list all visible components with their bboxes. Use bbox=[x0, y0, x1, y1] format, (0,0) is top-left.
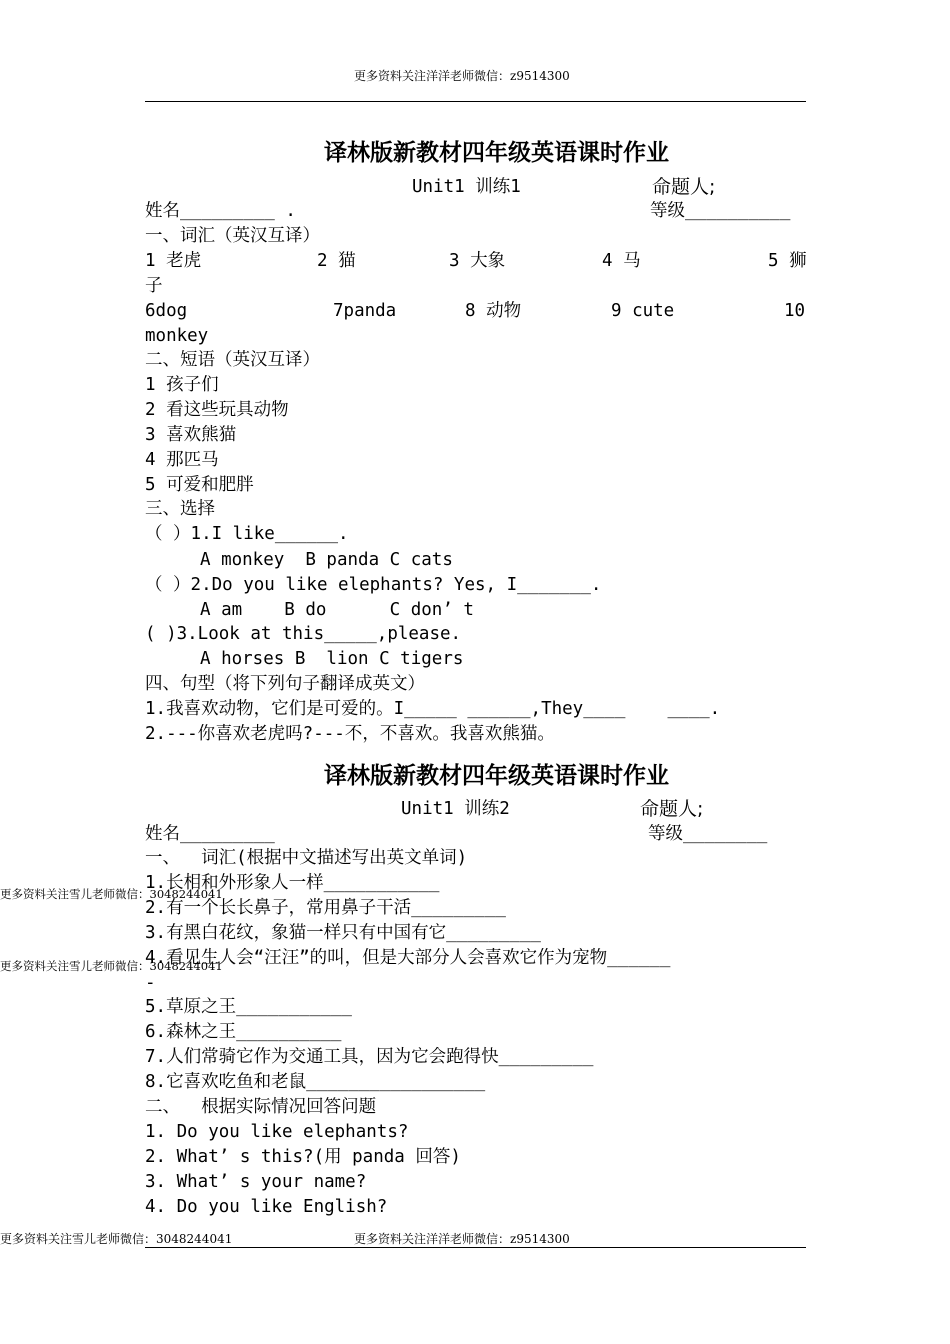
footer-rule bbox=[145, 1247, 806, 1248]
vocab-item: 1 老虎 bbox=[145, 251, 202, 271]
choice-question: （ ）2.Do you like elephants? Yes, I_______. bbox=[145, 575, 602, 595]
description-item: 5.草原之王___________ bbox=[145, 997, 352, 1017]
lesson2-name-field: 姓名_________ bbox=[145, 824, 275, 844]
lesson1-section3-heading: 三、选择 bbox=[145, 499, 215, 519]
lesson2-title: 译林版新教材四年级英语课时作业 bbox=[324, 763, 669, 789]
footer-right: 更多资料关注洋洋老师微信：z9514300 bbox=[354, 1232, 570, 1246]
vocab-item-wrap: monkey bbox=[145, 326, 209, 346]
description-item: 3.有黑白花纹，象猫一样只有中国有它_________ bbox=[145, 923, 541, 943]
lesson2-unit: Unit1 训练2 bbox=[401, 799, 510, 819]
vocab-item: 4 马 bbox=[602, 251, 641, 271]
lesson2-section2-heading: 二、 根据实际情况回答问题 bbox=[145, 1097, 377, 1117]
lesson1-section1-heading: 一、词汇（英汉互译） bbox=[145, 226, 320, 246]
lesson1-grade-field: 等级__________ bbox=[650, 201, 791, 221]
lesson1-title: 译林版新教材四年级英语课时作业 bbox=[324, 140, 669, 166]
lesson1-unit: Unit1 训练1 bbox=[412, 177, 521, 197]
choice-options: A am B do C don’ t bbox=[200, 600, 474, 620]
vocab-item: 7panda bbox=[333, 301, 397, 321]
lesson1-section4-heading: 四、句型（将下列句子翻译成英文） bbox=[145, 674, 425, 694]
lesson2-grade-field: 等级________ bbox=[648, 824, 768, 844]
description-item: 7.人们常骑它作为交通工具，因为它会跑得快_________ bbox=[145, 1047, 594, 1067]
choice-question: （ ）1.I like______. bbox=[145, 524, 349, 544]
phrase-item: 4 那匹马 bbox=[145, 450, 219, 470]
footer-left: 更多资料关注雪儿老师微信：3048244041 bbox=[0, 1232, 233, 1246]
choice-options: A monkey B panda C cats bbox=[200, 550, 453, 570]
answer-question: 3. What’ s your name? bbox=[145, 1172, 367, 1192]
vocab-item: 3 大象 bbox=[449, 251, 506, 271]
lesson1-section2-heading: 二、短语（英汉互译） bbox=[145, 350, 320, 370]
phrase-item: 5 可爱和肥胖 bbox=[145, 475, 254, 495]
vocab-item: 10 bbox=[784, 301, 806, 321]
lesson2-author: 命题人; bbox=[640, 798, 704, 820]
vocab-item: 9 cute bbox=[611, 301, 675, 321]
translation-item: 1.我喜欢动物，它们是可爱的。I_____ ______,They____ ____. bbox=[145, 699, 721, 719]
description-item-wrap: - bbox=[145, 973, 156, 993]
answer-question: 4. Do you like English? bbox=[145, 1197, 388, 1217]
answer-question: 2. What’ s this?(用 panda 回答) bbox=[145, 1147, 461, 1167]
lesson1-author: 命题人; bbox=[652, 176, 716, 198]
page-header: 更多资料关注洋洋老师微信：z9514300 bbox=[354, 69, 570, 83]
description-item: 4.看见生人会“汪汪”的叫，但是大部分人会喜欢它作为宠物______ bbox=[145, 948, 671, 968]
watermark: 更多资料关注雪儿老师微信：3048244041 bbox=[0, 959, 223, 973]
translation-item: 2.---你喜欢老虎吗?---不，不喜欢。我喜欢熊猫。 bbox=[145, 724, 555, 744]
description-item: 1.长相和外形象人一样___________ bbox=[145, 873, 440, 893]
lesson1-name-field: 姓名_________ . bbox=[145, 201, 296, 221]
choice-options: A horses B lion C tigers bbox=[200, 649, 464, 669]
phrase-item: 3 喜欢熊猫 bbox=[145, 425, 237, 445]
vocab-item: 8 动物 bbox=[465, 301, 522, 321]
answer-question: 1. Do you like elephants? bbox=[145, 1122, 409, 1142]
vocab-item: 2 猫 bbox=[317, 251, 356, 271]
choice-question: ( )3.Look at this_____,please. bbox=[145, 624, 462, 644]
description-item: 2.有一个长长鼻子，常用鼻子干活_________ bbox=[145, 898, 506, 918]
description-item: 8.它喜欢吃鱼和老鼠_________________ bbox=[145, 1072, 486, 1092]
header-rule bbox=[145, 101, 806, 102]
vocab-item-wrap: 子 bbox=[145, 276, 163, 296]
watermark: 更多资料关注雪儿老师微信：3048244041 bbox=[0, 887, 223, 901]
description-item: 6.森林之王__________ bbox=[145, 1022, 342, 1042]
vocab-item: 5 狮 bbox=[768, 251, 807, 271]
phrase-item: 2 看这些玩具动物 bbox=[145, 400, 289, 420]
phrase-item: 1 孩子们 bbox=[145, 375, 219, 395]
vocab-item: 6dog bbox=[145, 301, 188, 321]
lesson2-section1-heading: 一、 词汇(根据中文描述写出英文单词) bbox=[145, 848, 468, 868]
